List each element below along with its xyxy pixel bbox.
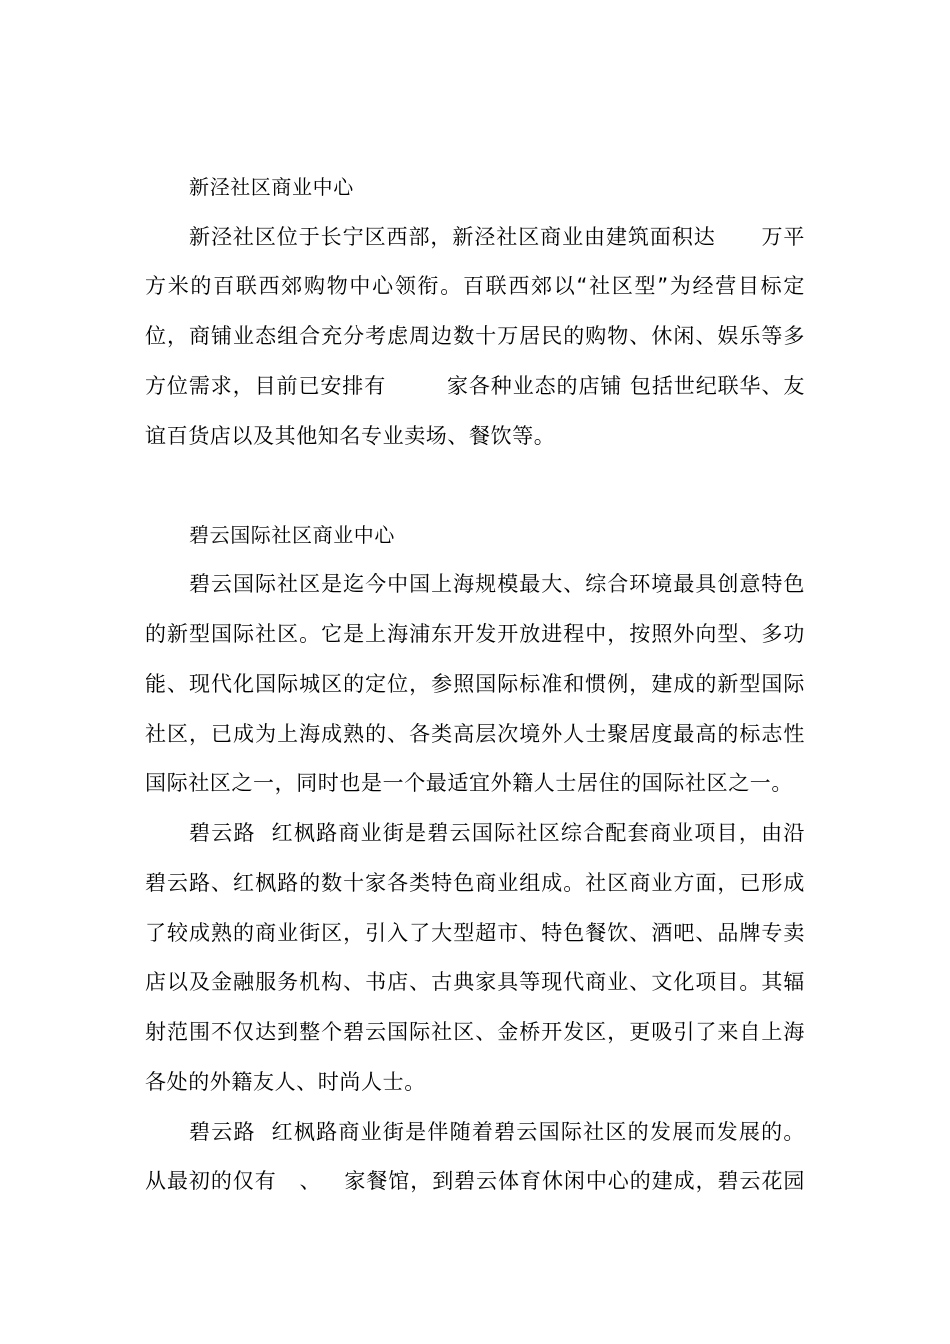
- section-heading-xinjing: 新泾社区商业中心: [189, 175, 354, 199]
- paragraph-line: 了较成熟的商业街区，引入了大型超市、特色餐饮、酒吧、品牌专卖: [145, 921, 805, 945]
- paragraph-line: 各处的外籍友人、时尚人士。: [145, 1070, 426, 1094]
- section-heading-biyun: 碧云国际社区商业中心: [189, 523, 395, 547]
- paragraph-line: 从最初的仅有 、 家餐馆，到碧云体育休闲中心的建成，碧云花园: [145, 1169, 805, 1193]
- paragraph-line: 位，商铺业态组合充分考虑周边数十万居民的购物、休闲、娱乐等多: [145, 324, 805, 348]
- paragraph-line: 店以及金融服务机构、书店、古典家具等现代商业、文化项目。其辐: [145, 970, 805, 994]
- paragraph-line: 谊百货店以及其他知名专业卖场、餐饮等。: [145, 424, 556, 448]
- paragraph-line: 方米的百联西郊购物中心领衔。百联西郊以“社区型”为经营目标定: [145, 274, 805, 298]
- paragraph-line: 的新型国际社区。它是上海浦东开发开放进程中，按照外向型、多功: [145, 622, 805, 646]
- paragraph-line: 方位需求，目前已安排有 家各种业态的店铺 包括世纪联华、友: [145, 374, 805, 398]
- paragraph-line: 能、现代化国际城区的定位，参照国际标准和惯例，建成的新型国际: [145, 672, 805, 696]
- paragraph-line: 碧云国际社区是迄今中国上海规模最大、综合环境最具创意特色: [189, 572, 805, 596]
- paragraph-line: 碧云路 红枫路商业街是碧云国际社区综合配套商业项目，由沿: [189, 821, 805, 845]
- paragraph-line: 碧云路 红枫路商业街是伴随着碧云国际社区的发展而发展的。: [189, 1120, 805, 1144]
- paragraph-line: 新泾社区位于长宁区西部，新泾社区商业由建筑面积达 万平: [189, 225, 805, 249]
- paragraph-line: 社区，已成为上海成熟的、各类高层次境外人士聚居度最高的标志性: [145, 722, 805, 746]
- paragraph-line: 国际社区之一，同时也是一个最适宜外籍人士居住的国际社区之一。: [145, 771, 793, 795]
- paragraph-line: 碧云路、红枫路的数十家各类特色商业组成。社区商业方面，已形成: [145, 871, 805, 895]
- paragraph-line: 射范围不仅达到整个碧云国际社区、金桥开发区，更吸引了来自上海: [145, 1020, 805, 1044]
